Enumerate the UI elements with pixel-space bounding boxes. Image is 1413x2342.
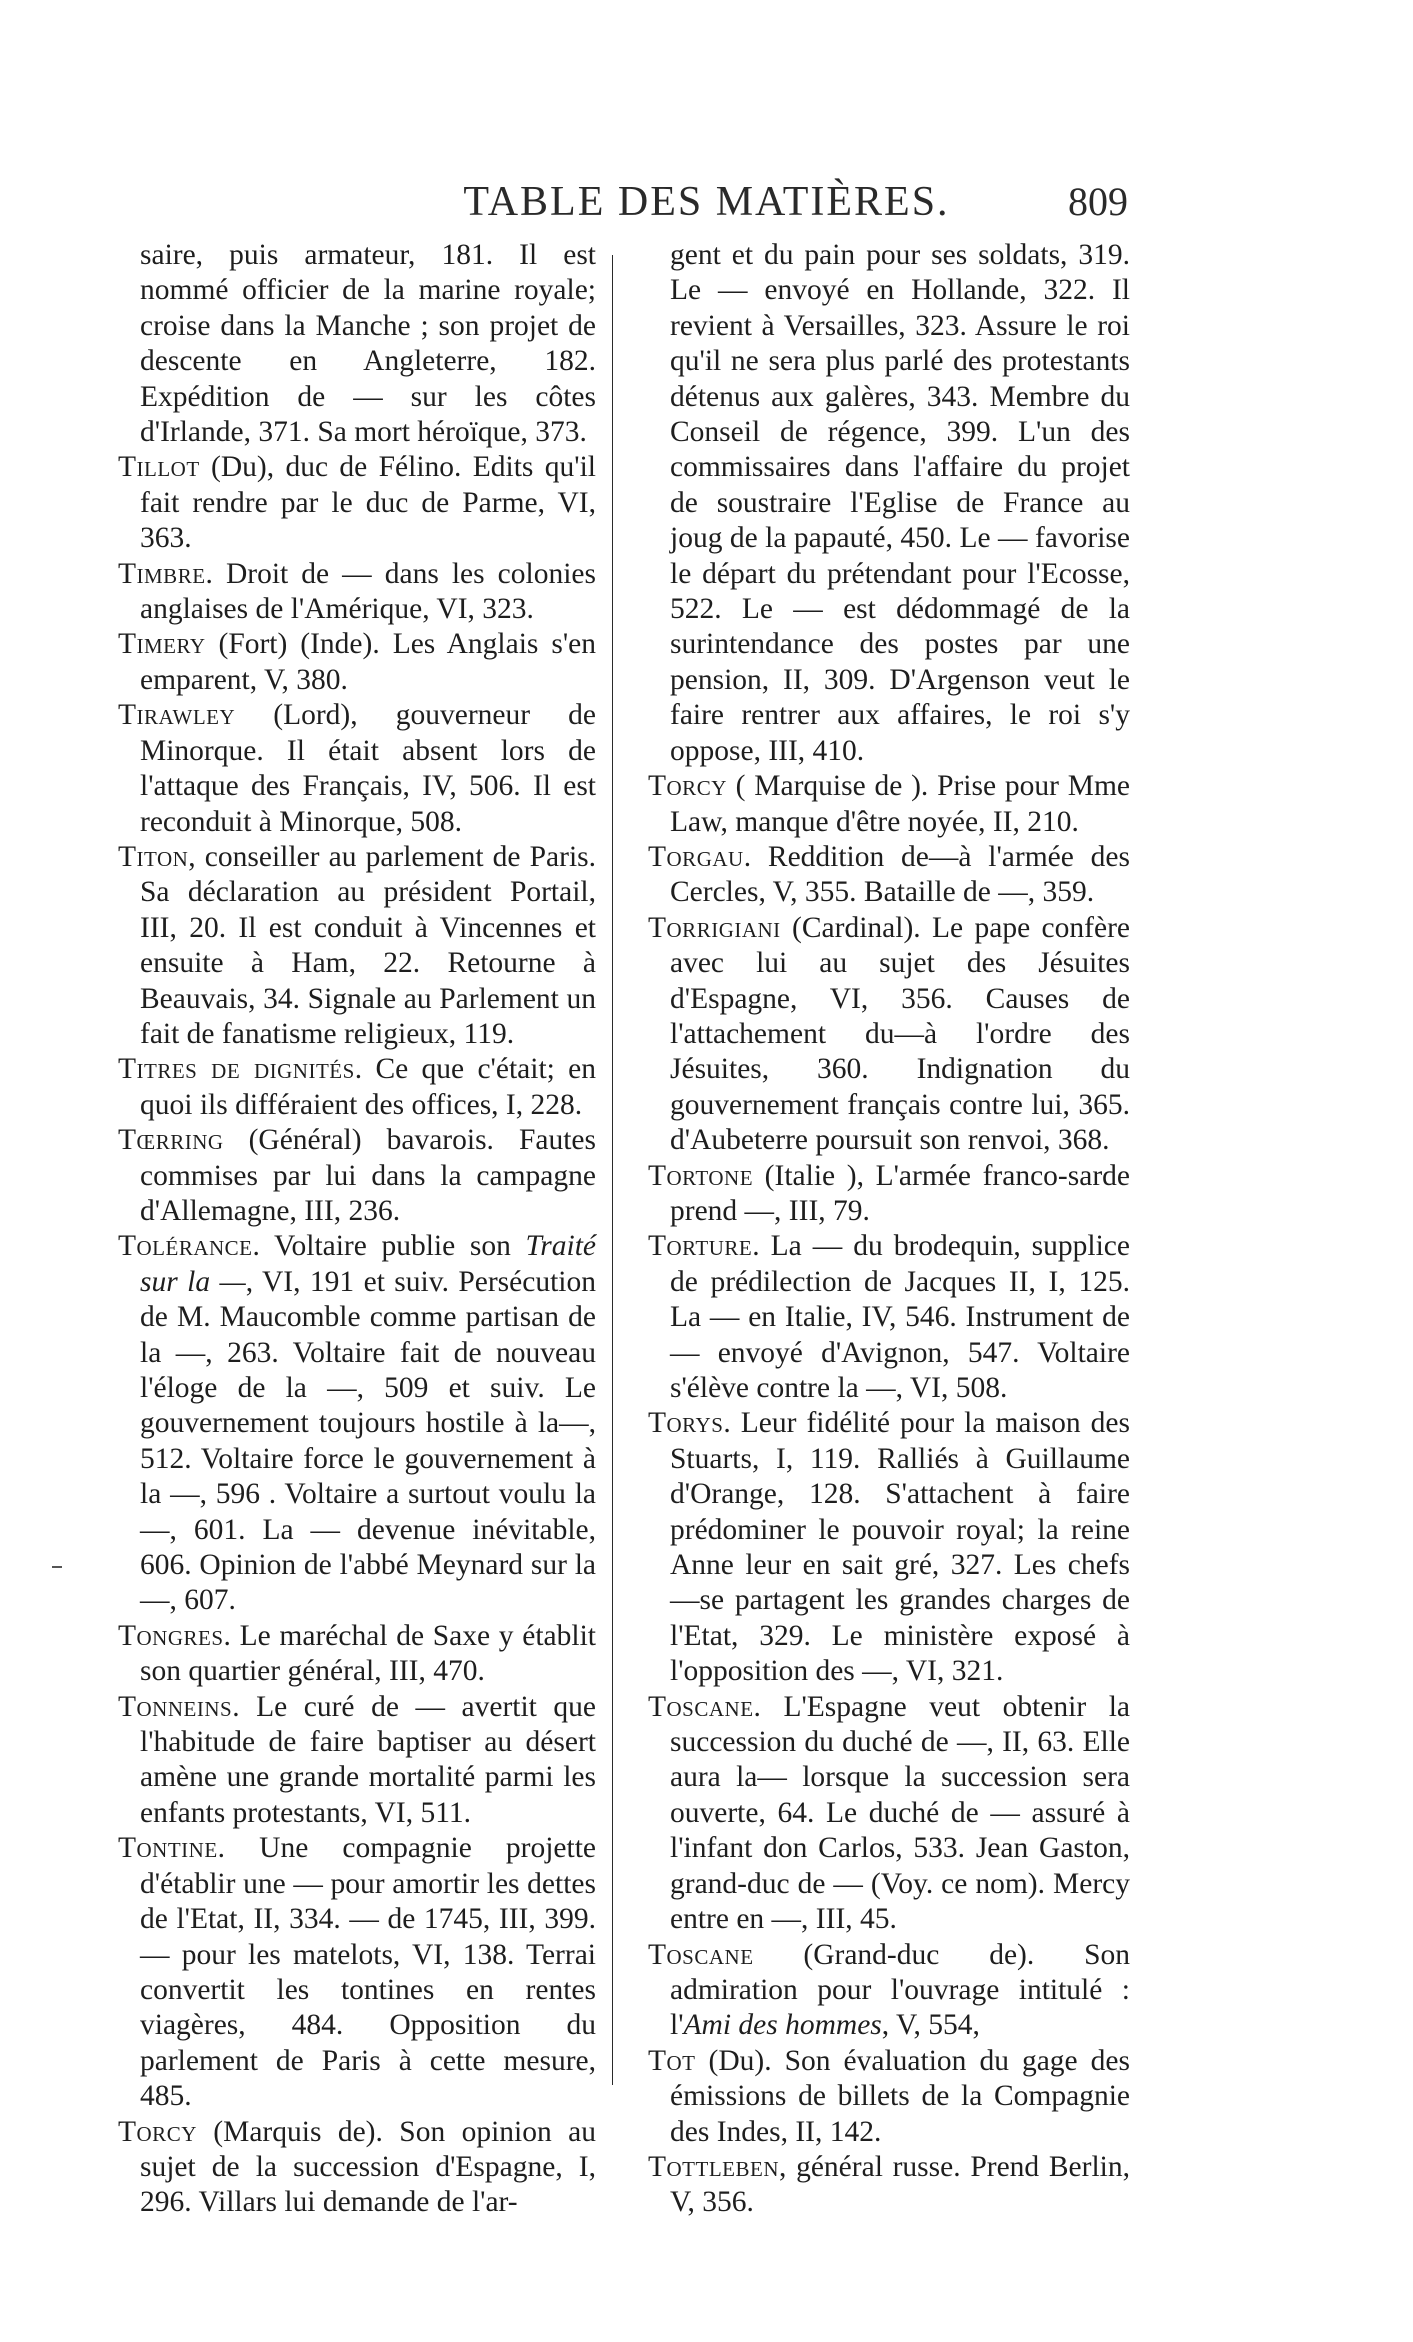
column-divider [612,255,613,2085]
index-entry [648,1406,1130,1689]
index-entry [648,1159,1130,1230]
entry-text: (Général) bavarois. Fautes commises par lui dans la campagne d'Allemagne, III, 236. [140,1124,596,1227]
entry-heading: Torcy [648,770,727,803]
entry-text: (Italie ), L'armée franco-sarde prend —, III, 79. [670,1159,1130,1227]
index-entry [648,769,1130,840]
index-entry [118,698,596,840]
entry-text: , V, 554, [881,2009,980,2042]
entry-text: (Du). Son évaluation du gage des émissions de billets de la Compagnie des Indes, II, 142. [670,2044,1130,2148]
entry-heading: Toscane [648,1690,754,1723]
entry-heading: Tontine [118,1832,218,1865]
margin-mark [52,1566,62,1568]
entry-heading: Tolérance [118,1230,253,1263]
index-entry [118,1052,596,1123]
entry-text: . Voltaire publie son [252,1230,526,1263]
index-entry [648,2044,1130,2150]
entry-heading: Torrigiani [648,911,781,944]
page-number: 809 [1068,179,1128,224]
entry-heading: Toscane [648,1938,754,1971]
entry-heading: Titon [118,840,189,873]
entry-heading: Timbre [118,557,206,590]
entry-text: ( Marquise de ). Prise pour Mme Law, manque d'être noyée, II, 210. [670,770,1130,838]
entry-heading: Tottleben [648,2150,779,2183]
index-entry [118,450,596,556]
entry-text: . Le curé de — avertit que l'habitude de faire baptiser au désert amène une grande mortalité parmi les enfants protestants, VI, 511. [140,1690,596,1829]
right-column [648,238,1130,2221]
entry-heading: Tonneins [118,1690,233,1723]
entry-text: . Leur fidélité pour la maison des Stuarts, I, 119. Ralliés à Guillaume d'Orange, 128. S'attachent à faire prédominer le pouvoir royal; la reine Anne leur en sait gré, 327. Les chefs—se partagent les grandes charges de l'Etat, 329. Le ministère exposé à l'opposition des —, VI, 321. [670,1407,1130,1688]
entry-heading: Tœrring [118,1124,224,1157]
entry-text: (Cardinal). Le pape confère avec lui au sujet des Jésuites d'Espagne, VI, 356. Causes de l'attachement du—à l'ordre des Jésuites, 360. Indignation du gouvernement français contre lui, 365. d'Aubeterre poursuit son renvoi, 368. [670,911,1130,1157]
entry-text: (Grand-duc de). Son admiration pour l'ouvrage intitulé : l' [670,1938,1130,2042]
index-entry [648,911,1130,1159]
index-entry [648,1229,1130,1406]
index-entry [118,1229,596,1618]
entry-text: (Marquis de). Son opinion au sujet de la succession d'Espagne, I, 296. Villars lui demande de l'ar- [140,2115,596,2219]
entry-heading: Tortone [648,1159,754,1192]
entry-heading: Torgau [648,840,744,873]
entry-text: . L'Espagne veut obtenir la succession du duché de —, II, 63. Elle aura la— lorsque la succession sera ouverte, 64. Le duché de — assuré à l'infant don Carlos, 533. Jean Gaston, grand-duc de — (Voy. ce nom). Mercy entre en —, III, 45. [670,1690,1130,1936]
entry-heading: Timery [118,628,206,661]
index-entry [118,557,596,628]
index-entry [118,1123,596,1229]
entry-heading: Tongres [118,1619,224,1652]
entry-text: , général russe. Prend Berlin, V, 356. [670,2150,1130,2219]
entry-text: . Le maréchal de Saxe y établit son quartier général, III, 470. [140,1619,596,1688]
index-entry [648,1938,1130,2044]
index-entry [118,840,596,1052]
index-entry [118,238,596,450]
entry-text: (Du), duc de Félino. Edits qu'il fait rendre par le duc de Parme, VI, 363. [140,451,596,555]
index-entry [118,1619,596,1690]
running-title: TABLE DES MATIÈRES. [463,179,950,225]
entry-heading: Torcy [118,2115,197,2148]
entry-heading: Titres de dignités [118,1053,355,1086]
page-header [0,178,1413,238]
index-entry [118,1831,596,2114]
entry-heading: Tirawley [118,699,236,732]
entry-italic-title: Ami des hommes [683,2009,882,2042]
entry-text: . Droit de — dans les colonies anglaises de l'Amérique, VI, 323. [140,557,596,626]
index-entry [118,2115,596,2221]
entry-italic-title: Traité sur la — [140,1230,596,1298]
entry-text: , conseiller au parlement de Paris. Sa déclaration au président Portail, III, 20. Il est conduit à Vincennes et ensuite à Ham, 22. Retourne à Beauvais, 34. Signale au Parlement un fait de fanatisme religieux, 119. [140,840,596,1050]
entry-text: . Ce que c'était; en quoi ils différaient des offices, I, 228. [140,1053,596,1121]
index-entry [648,840,1130,911]
index-entry [648,1690,1130,1938]
entry-text: . Reddition de—à l'armée des Cercles, V, 355. Bataille de —, 359. [670,840,1130,909]
index-entry [648,238,1130,769]
entry-text: . La — du brodequin, supplice de prédilection de Jacques II, I, 125. La — en Italie, IV, 546. Instrument de— envoyé d'Avignon, 547. Voltaire s'élève contre la —, VI, 508. [670,1230,1130,1404]
entry-heading: Tillot [118,451,200,484]
entry-text: (Fort) (Inde). Les Anglais s'en emparent, V, 380. [140,628,596,696]
left-column [118,238,596,2221]
entry-text: . Une compagnie projette d'établir une — pour amortir les dettes de l'Etat, II, 334. — de 1745, III, 399. — pour les matelots, VI, 138. Terrai convertit les tontines en rentes viagères, 484. Opposition du parlement de Paris à cette mesure, 485. [140,1832,596,2113]
index-entry [118,1690,596,1832]
index-entry [118,627,596,698]
index-entry [648,2150,1130,2221]
entry-text: , VI, 191 et suiv. Persécution de M. Maucomble comme partisan de la —, 263. Voltaire fait de nouveau l'éloge de la —, 509 et suiv. Le gouvernement toujours hostile à la—, 512. Voltaire force le gouvernement à la —, 596 . Voltaire a surtout voulu la —, 601. La — devenue inévitable, 606. Opinion de l'abbé Meynard sur la—, 607. [140,1265,596,1617]
entry-heading: Torture [648,1230,753,1263]
entry-text: saire, puis armateur, 181. Il est nommé officier de la marine royale; croise dans la Manche ; son projet de descente en Angleterre, 182. Expédition de — sur les côtes d'Irlande, 371. Sa mort héroïque, 373. [140,239,596,449]
entry-text: gent et du pain pour ses soldats, 319. Le — envoyé en Hollande, 322. Il revient à Versailles, 323. Assure le roi qu'il ne sera plus parlé des protestants détenus aux galères, 343. Membre du Conseil de régence, 399. L'un des commissaires dans l'affaire du projet de soustraire l'Eglise de France au joug de la papauté, 450. Le — favorise le départ du prétendant pour l'Ecosse, 522. Le — est dédommagé de la surintendance des postes par une pension, II, 309. D'Argenson veut le faire rentrer aux affaires, le roi s'y oppose, III, 410. [670,239,1130,767]
entry-heading: Tot [648,2044,696,2077]
entry-text: (Lord), gouverneur de Minorque. Il était absent lors de l'attaque des Français, IV, 506. Il est reconduit à Minorque, 508. [140,699,596,838]
entry-heading: Torys [648,1407,724,1440]
